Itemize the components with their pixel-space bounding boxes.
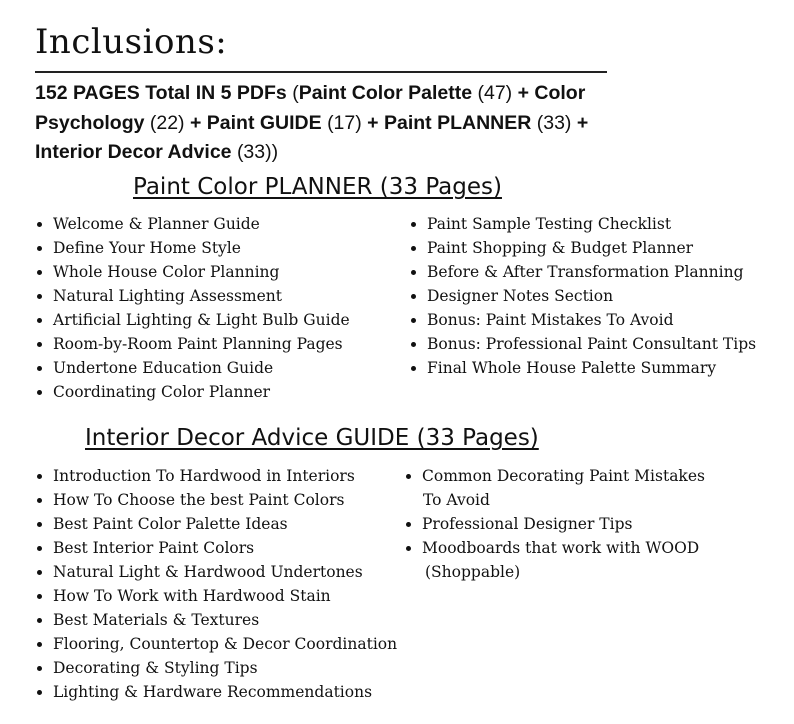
page-title: Inclusions:: [35, 22, 228, 62]
list-item-text-continued: (Shoppable): [425, 563, 521, 581]
list-item: Welcome & Planner Guide: [36, 212, 350, 236]
list-item: Undertone Education Guide: [36, 356, 350, 380]
list-item: [405, 464, 705, 512]
list-item: Final Whole House Palette Summary: [410, 356, 756, 380]
list-item: [405, 536, 705, 584]
list-item-text-continued: To Avoid: [423, 491, 490, 509]
list-item: Best Paint Color Palette Ideas: [36, 512, 397, 536]
list-item-text: Moodboards that work with WOOD: [422, 539, 700, 557]
decor-heading: Interior Decor Advice GUIDE (33 Pages): [85, 425, 539, 451]
list-item: Paint Shopping & Budget Planner: [410, 236, 756, 260]
list-item: Bonus: Professional Paint Consultant Tips: [410, 332, 756, 356]
list-item: Bonus: Paint Mistakes To Avoid: [410, 308, 756, 332]
list-item: Define Your Home Style: [36, 236, 350, 260]
planner-list-right: [410, 212, 756, 380]
list-item: Artificial Lighting & Light Bulb Guide: [36, 308, 350, 332]
planner-heading: Paint Color PLANNER (33 Pages): [133, 174, 502, 200]
list-item-text: Common Decorating Paint Mistakes: [422, 467, 705, 485]
list-item: Lighting & Hardware Recommendations: [36, 680, 397, 704]
list-item: Natural Lighting Assessment: [36, 284, 350, 308]
inclusions-summary: [35, 79, 655, 168]
list-item: Whole House Color Planning: [36, 260, 350, 284]
decor-list-left: [36, 464, 397, 704]
list-item: How To Work with Hardwood Stain: [36, 584, 397, 608]
summary-text: 152 PAGES Total IN 5 PDFs: [35, 82, 293, 104]
summary-text: + Color Psychology: [35, 82, 586, 134]
list-item: Paint Sample Testing Checklist: [410, 212, 756, 236]
summary-text: + Paint PLANNER: [361, 111, 537, 134]
title-divider: [35, 71, 607, 73]
list-item: Professional Designer Tips: [405, 512, 705, 536]
list-item: How To Choose the best Paint Colors: [36, 488, 397, 512]
decor-list-right: [405, 464, 705, 584]
summary-count: (17): [327, 111, 362, 134]
list-item: Decorating & Styling Tips: [36, 656, 397, 680]
summary-text: + Paint GUIDE: [184, 111, 328, 134]
summary-count: (33)): [236, 141, 279, 163]
list-item: Before & After Transformation Planning: [410, 260, 756, 284]
list-item: Flooring, Countertop & Decor Coordination: [36, 632, 397, 656]
list-item: Coordinating Color Planner: [36, 380, 350, 404]
list-item: Designer Notes Section: [410, 284, 756, 308]
summary-paren: (: [292, 82, 299, 104]
summary-text: + Interior Decor Advice: [35, 111, 589, 163]
list-item: Best Interior Paint Colors: [36, 536, 397, 560]
summary-count: (22): [149, 111, 185, 134]
list-item: Best Materials & Textures: [36, 608, 397, 632]
summary-count: (47): [477, 82, 513, 104]
summary-text: Paint Color Palette: [298, 82, 478, 104]
list-item: Introduction To Hardwood in Interiors: [36, 464, 397, 488]
list-item: Room-by-Room Paint Planning Pages: [36, 332, 350, 356]
planner-list-left: [36, 212, 350, 404]
summary-count: (33): [536, 111, 572, 134]
list-item: Natural Light & Hardwood Undertones: [36, 560, 397, 584]
